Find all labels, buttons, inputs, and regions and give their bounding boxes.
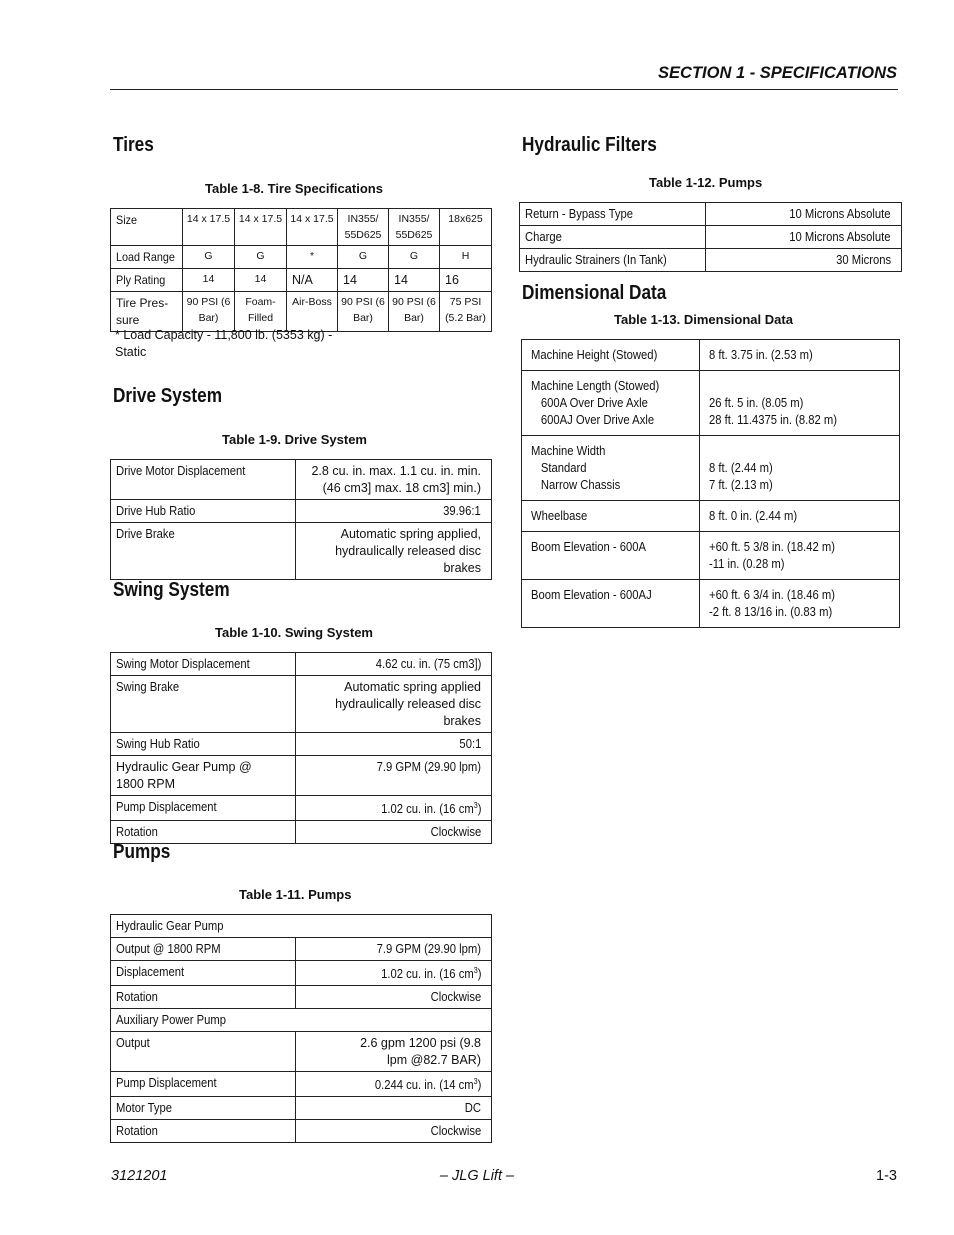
table-row: [111, 915, 492, 938]
table-row: [111, 460, 492, 500]
row-label: Boom Elevation - 600AJ: [522, 580, 700, 628]
row-label: Output @ 1800 RPM: [111, 938, 296, 961]
row-value: 10 Microns Absolute: [706, 226, 902, 249]
table-cell: 14: [183, 269, 235, 292]
table-cell: G: [183, 246, 235, 269]
table-cell: Air-Boss: [287, 292, 338, 332]
header-rule: [110, 89, 898, 90]
table-row: [111, 961, 492, 986]
table-row: [111, 986, 492, 1009]
table-cell: 14 x 17.5: [235, 209, 287, 246]
table-cell: G: [338, 246, 389, 269]
group-label: Hydraulic Gear Pump: [111, 915, 492, 938]
table-row: [522, 340, 900, 371]
row-label: Swing Brake: [111, 676, 296, 733]
row-label: Pump Displacement: [111, 796, 296, 821]
row-value: 7.9 GPM (29.90 lpm): [296, 938, 492, 961]
table-cell: 18x625: [440, 209, 492, 246]
swing-system-table: [110, 652, 492, 844]
drive-system-heading: Drive System: [113, 385, 223, 407]
table-row: [111, 1009, 492, 1032]
row-value: 0.244 cu. in. (14 $cm^3$): [296, 1072, 492, 1097]
table-row: [520, 249, 902, 272]
row-label: Drive Hub Ratio: [111, 500, 296, 523]
table-row: [111, 733, 492, 756]
row-value: Clockwise: [296, 821, 492, 844]
table-cell: 14: [338, 269, 389, 292]
table-row: [520, 203, 902, 226]
row-value: 50:1: [296, 733, 492, 756]
table-cell: H: [440, 246, 492, 269]
table-row: [111, 1072, 492, 1097]
table-cell: G: [389, 246, 440, 269]
table-row: [111, 1120, 492, 1143]
row-label: Rotation: [111, 986, 296, 1009]
table-cell: G: [235, 246, 287, 269]
table-row: [520, 226, 902, 249]
table-row: [111, 246, 492, 269]
row-label: Charge: [520, 226, 706, 249]
row-label: Swing Motor Displacement: [111, 653, 296, 676]
row-label: Swing Hub Ratio: [111, 733, 296, 756]
dimensional-table-caption: Table 1-13. Dimensional Data: [614, 312, 793, 327]
swing-table-caption: Table 1-10. Swing System: [215, 625, 373, 640]
footer-brand: – JLG Lift –: [439, 1168, 515, 1184]
table-row: [522, 501, 900, 532]
tire-spec-table: [110, 208, 492, 332]
table-row: [111, 796, 492, 821]
row-label: Machine Length (Stowed) 600A Over Drive Axle 600AJ Over Drive Axle: [522, 371, 700, 436]
section-title: SECTION 1 - SPECIFICATIONS: [658, 64, 897, 82]
table-row: [111, 1032, 492, 1072]
row-value: 1.02 cu. in. (16 $cm^3$): [296, 796, 492, 821]
drive-system-table: [110, 459, 492, 580]
row-label: Drive Motor Displacement: [111, 460, 296, 500]
swing-system-heading: Swing System: [113, 579, 230, 601]
row-label: Boom Elevation - 600A: [522, 532, 700, 580]
tires-heading: Tires: [113, 134, 154, 156]
table-row: [111, 269, 492, 292]
dimensional-data-table: [521, 339, 900, 628]
pumps-table-caption: Table 1-11. Pumps: [239, 887, 352, 902]
row-value: Automatic spring applied hydraulically released disc brakes: [296, 676, 492, 733]
row-value: 4.62 cu. in. (75 cm3]): [296, 653, 492, 676]
tires-footnote: * Load Capacity - 11,800 lb. (5353 kg) - Static: [115, 328, 333, 359]
row-value: +60 ft. 5 3/8 in. (18.42 m) -11 in. (0.28 m): [700, 532, 900, 580]
row-label: Wheelbase: [522, 501, 700, 532]
document-number: 3121201: [111, 1168, 168, 1184]
row-value: 2.6 gpm 1200 psi (9.8 lpm @82.7 BAR): [296, 1032, 492, 1072]
row-label: Hydraulic Strainers (In Tank): [520, 249, 706, 272]
row-label: Displacement: [111, 961, 296, 986]
table-cell: 14 x 17.5: [183, 209, 235, 246]
row-label: Size: [111, 209, 183, 246]
table-row: [111, 292, 492, 332]
row-value: 2.8 cu. in. max. 1.1 cu. in. min.(46 cm3] max. 18 cm3] min.): [296, 460, 492, 500]
row-value: Clockwise: [296, 1120, 492, 1143]
table-cell: Foam- Filled: [235, 292, 287, 332]
table-row: [111, 500, 492, 523]
table-row: [522, 532, 900, 580]
table-row: [111, 653, 492, 676]
table-cell: *: [287, 246, 338, 269]
table-cell: N/A: [287, 269, 338, 292]
page-number: 1-3: [876, 1168, 897, 1184]
row-label: Rotation: [111, 1120, 296, 1143]
table-row: [111, 938, 492, 961]
row-value: 8 ft. 0 in. (2.44 m): [700, 501, 900, 532]
row-label: Machine Height (Stowed): [522, 340, 700, 371]
row-value: 26 ft. 5 in. (8.05 m) 28 ft. 11.4375 in. (8.82 m): [700, 371, 900, 436]
row-value: 8 ft. (2.44 m) 7 ft. (2.13 m): [700, 436, 900, 501]
row-label: Output: [111, 1032, 296, 1072]
row-label: Tire Pres- sure: [111, 292, 183, 332]
table-row: [522, 371, 900, 436]
row-label: Drive Brake: [111, 523, 296, 580]
table-row: [522, 436, 900, 501]
row-value: 10 Microns Absolute: [706, 203, 902, 226]
table-row: [111, 1097, 492, 1120]
row-label: Load Range: [111, 246, 183, 269]
row-label: Pump Displacement: [111, 1072, 296, 1097]
table-row: [111, 756, 492, 796]
table-cell: 14: [389, 269, 440, 292]
row-value: DC: [296, 1097, 492, 1120]
table-row: [522, 580, 900, 628]
filters-table-caption: Table 1-12. Pumps: [649, 175, 763, 190]
table-cell: 75 PSI (5.2 Bar): [440, 292, 492, 332]
row-label: Hydraulic Gear Pump @ 1800 RPM: [111, 756, 296, 796]
row-value: Clockwise: [296, 986, 492, 1009]
group-label: Auxiliary Power Pump: [111, 1009, 492, 1032]
table-cell: 90 PSI (6 Bar): [389, 292, 440, 332]
row-label: Rotation: [111, 821, 296, 844]
pumps-heading: Pumps: [113, 841, 171, 863]
row-value: 1.02 cu. in. (16 $cm^3$): [296, 961, 492, 986]
table-cell: 90 PSI (6 Bar): [183, 292, 235, 332]
dimensional-data-heading: Dimensional Data: [522, 282, 667, 304]
row-value: 7.9 GPM (29.90 lpm): [296, 756, 492, 796]
table-cell: 16: [440, 269, 492, 292]
table-cell: IN355/ 55D625: [389, 209, 440, 246]
drive-table-caption: Table 1-9. Drive System: [222, 432, 367, 447]
row-value: +60 ft. 6 3/4 in. (18.46 m) -2 ft. 8 13/16 in. (0.83 m): [700, 580, 900, 628]
table-cell: 90 PSI (6 Bar): [338, 292, 389, 332]
row-value: 30 Microns: [706, 249, 902, 272]
pumps-table: [110, 914, 492, 1143]
row-label: Machine Width Standard Narrow Chassis: [522, 436, 700, 501]
table-row: [111, 676, 492, 733]
hydraulic-filters-table: [519, 202, 902, 272]
table-cell: IN355/ 55D625: [338, 209, 389, 246]
tires-table-caption: Table 1-8. Tire Specifications: [205, 181, 383, 196]
table-row: [111, 523, 492, 580]
row-value: 8 ft. 3.75 in. (2.53 m): [700, 340, 900, 371]
row-label: Ply Rating: [111, 269, 183, 292]
table-cell: 14 x 17.5: [287, 209, 338, 246]
row-value: 39.96:1: [296, 500, 492, 523]
table-cell: 14: [235, 269, 287, 292]
hydraulic-filters-heading: Hydraulic Filters: [522, 134, 657, 156]
row-label: Return - Bypass Type: [520, 203, 706, 226]
row-value: Automatic spring applied, hydraulically released disc brakes: [296, 523, 492, 580]
table-row: [111, 209, 492, 246]
row-label: Motor Type: [111, 1097, 296, 1120]
